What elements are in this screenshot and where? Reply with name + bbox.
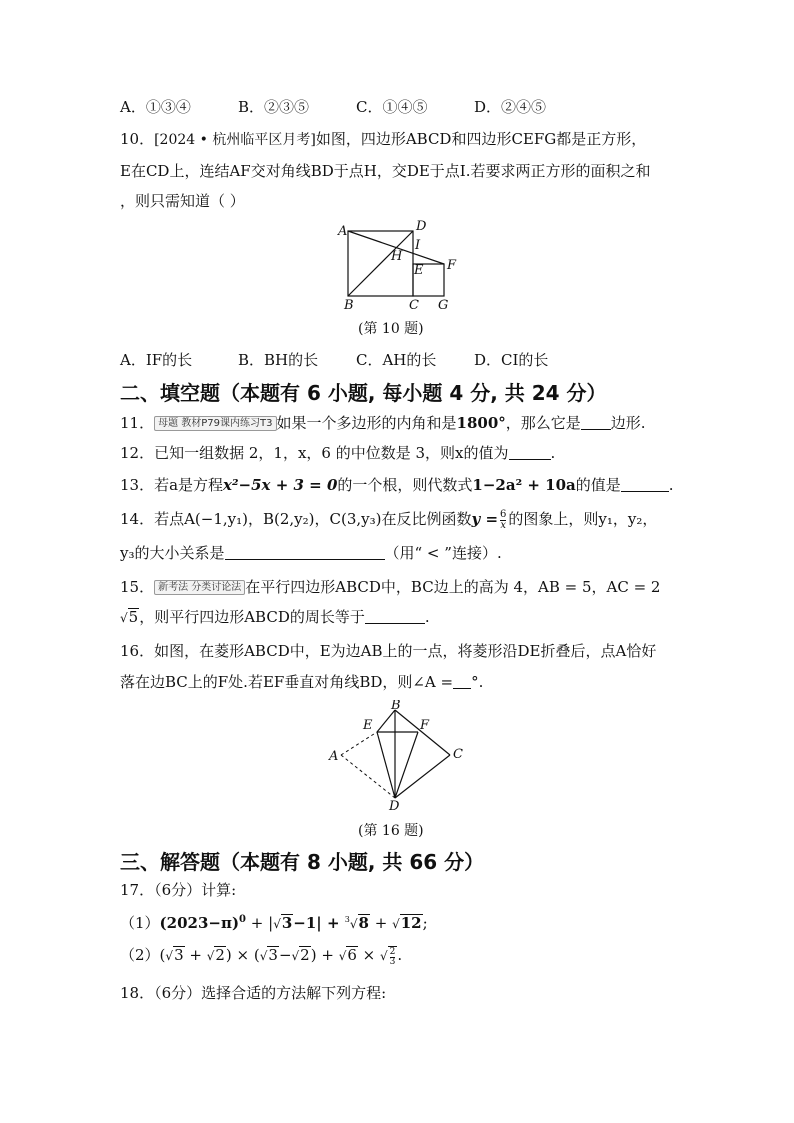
dashed-ae <box>341 732 377 755</box>
q16-figure <box>325 700 475 812</box>
q17-part1 <box>120 909 428 935</box>
q9-option-a: A．①③④ <box>120 98 191 116</box>
q17-p1-sqrt12: 12 <box>400 914 422 932</box>
q13-text-b: 的一个根，则代数式 <box>337 476 473 494</box>
label-b: B <box>344 298 354 313</box>
q14-fraction <box>500 510 506 531</box>
q17-part2 <box>120 944 402 967</box>
diagonal-bd <box>348 231 413 296</box>
q17-p2-sqrt6: 6 <box>347 946 357 964</box>
q17-p2-label: （2） <box>120 946 160 964</box>
section-3-title: 三、解答题（本题有 8 小题, 共 66 分） <box>120 850 485 874</box>
q10-caption: (第 10 题) <box>358 321 424 337</box>
section-2-title: 二、填空题（本题有 6 小题, 每小题 4 分, 共 24 分） <box>120 381 607 405</box>
q17-p1-exponent: 0 <box>239 914 247 925</box>
q10-line3: ，则只需知道（ ） <box>120 192 245 210</box>
q15-radical-sign: √ <box>120 611 128 625</box>
q14-text-d: （用“ < ”连接）. <box>384 544 502 562</box>
segment-df <box>395 732 418 798</box>
fold-de <box>377 732 395 798</box>
q17-p2-frac-den: 3 <box>389 956 396 967</box>
q12-end: . <box>550 444 556 462</box>
q11-blank[interactable] <box>581 415 611 430</box>
label-g: G <box>438 298 449 313</box>
q17-p2-plus2: ) + <box>310 946 339 964</box>
q17-p2-end: . <box>397 946 403 964</box>
q15-text-a: 在平行四边形ABCD中，BC边上的高为 4，AB = 5，AC = 2 <box>245 578 661 596</box>
q10-source: [2024 • 杭州临平区月考] <box>154 132 316 148</box>
label-i: I <box>415 238 421 253</box>
label-d: D <box>416 219 427 234</box>
q13-text-c: 的值是 <box>575 476 621 494</box>
q17-p2-plus: + <box>184 946 207 964</box>
q16-line1: 16．如图，在菱形ABCD中，E为边AB上的一点，将菱形沿DE折叠后，点A恰好 <box>120 642 657 660</box>
q14-func-den: x <box>500 519 507 531</box>
radical-sign: √ <box>165 949 174 963</box>
q15-end: . <box>424 608 430 626</box>
q16-text: 落在边BC上的F处.若EF垂直对角线BD，则∠A = <box>120 673 454 691</box>
q14-text-b: 的图象上，则y₁，y₂， <box>508 510 658 528</box>
q10-number: 10． <box>120 130 155 148</box>
q18: 18．（6分）选择合适的方法解下列方程: <box>120 984 387 1002</box>
q17-p1-sqrt3: 3 <box>281 914 293 932</box>
radical-sign: √ <box>392 917 400 931</box>
q9-option-c: C．①④⑤ <box>356 98 428 116</box>
q17-p1-cube-index: 3 <box>344 915 350 924</box>
radical-sign: √ <box>273 917 281 931</box>
q15-blank[interactable] <box>365 609 425 624</box>
q15-line1 <box>120 576 660 598</box>
q15-number: 15． <box>120 578 155 596</box>
q17-p1-label: （1） <box>120 914 160 932</box>
q16-caption: (第 16 题) <box>358 823 424 839</box>
q11 <box>120 412 646 434</box>
label-f: F <box>447 258 457 273</box>
label-b: B <box>391 700 401 713</box>
q10-option-d: D．CI的长 <box>474 351 549 369</box>
q11-tag: 母题 教材P79课内练习T3 <box>154 416 276 431</box>
q11-number: 11． <box>120 414 155 432</box>
label-a: A <box>329 749 339 764</box>
q17-p2-sqrt2: 2 <box>215 946 225 964</box>
q14-line1 <box>120 508 657 531</box>
q11-text-c: 边形. <box>610 414 646 432</box>
label-c: C <box>409 298 419 313</box>
q15-tag: 新考法 分类讨论法 <box>154 580 245 595</box>
q13-expression: 1−2a² + 10a <box>472 476 576 494</box>
q17-p2-times2: × <box>357 946 380 964</box>
q17-p1-cube-root: 8 <box>358 914 369 932</box>
q10-option-a: A．IF的长 <box>120 351 193 369</box>
q15-radicand: 5 <box>128 608 139 626</box>
q15-line2 <box>120 606 430 629</box>
q12-text: 12．已知一组数据 2，1，x，6 的中位数是 3，则x的值为 <box>120 444 509 462</box>
q17-p1-abs-close: −1| + <box>293 914 345 932</box>
q10-options <box>120 349 548 371</box>
q9-option-d: D．②④⑤ <box>474 98 547 116</box>
q17-header: 17．（6分）计算: <box>120 881 237 899</box>
q14-blank[interactable] <box>225 545 385 560</box>
label-d: D <box>389 799 400 812</box>
q17-p2-minus: − <box>278 946 292 964</box>
label-c: C <box>453 747 463 762</box>
segment-eb <box>377 710 395 732</box>
q17-p2-times: ) × ( <box>225 946 260 964</box>
q9-option-b: B．②③⑤ <box>238 98 310 116</box>
q11-text-a: 如果一个多边形的内角和是 <box>276 414 457 432</box>
q12 <box>120 442 555 464</box>
q14-line2 <box>120 542 502 564</box>
q16-blank[interactable] <box>453 674 471 689</box>
q10-option-c: C．AH的长 <box>356 351 437 369</box>
q10-option-b: B．BH的长 <box>238 351 319 369</box>
q17-p1-abs-open: + | <box>246 914 274 932</box>
radical-sign: √ <box>291 949 300 963</box>
q13-equation: x²−5x + 3 = 0 <box>223 476 338 494</box>
q9-options <box>120 96 546 118</box>
q17-p2-sqrt3b: 3 <box>268 946 278 964</box>
q17-p2-sqrt2b: 2 <box>300 946 310 964</box>
q16-end: °. <box>471 673 484 691</box>
dashed-ad <box>341 755 395 798</box>
q17-p2-fraction <box>388 946 398 967</box>
q17-p2-sqrt3: 3 <box>174 946 184 964</box>
q14-func-num: 6 <box>500 508 507 520</box>
q16-line2 <box>120 671 483 693</box>
radical-sign: √ <box>349 917 358 931</box>
label-e: E <box>363 718 373 733</box>
q15-text-b: ，则平行四边形ABCD的周长等于 <box>139 608 365 626</box>
radical-sign: √ <box>380 949 388 963</box>
q17-p1-base: (2023−π) <box>159 914 240 932</box>
q13 <box>120 474 674 496</box>
q10-stem-1: 如图，四边形ABCD和四边形CEFG都是正方形， <box>315 130 647 148</box>
q14-text-c: y₃的大小关系是 <box>120 544 225 562</box>
q13-blank[interactable] <box>621 477 669 492</box>
q11-value: 1800° <box>456 414 506 432</box>
radical-sign: √ <box>259 949 268 963</box>
label-a: A <box>338 224 348 239</box>
radical-sign: √ <box>206 949 215 963</box>
q10-figure <box>330 218 465 313</box>
q17-p2-open: ( <box>159 946 166 964</box>
q14-text-a: 14．若点A(−1,y₁)，B(2,y₂)，C(3,y₃)在反比例函数 <box>120 510 472 528</box>
q17-p2-frac-num: 2 <box>389 946 396 957</box>
label-e: E <box>414 263 424 278</box>
q13-text-a: 13．若a是方程 <box>120 476 224 494</box>
label-h: H <box>391 249 403 264</box>
q11-text-b: ，那么它是 <box>505 414 581 432</box>
q17-p1-plus: + <box>369 914 393 932</box>
q13-end: . <box>668 476 674 494</box>
radical-sign: √ <box>338 949 347 963</box>
q10-line1 <box>120 128 646 151</box>
q10-line2: E在CD上，连结AF交对角线BD于点H，交DE于点I.若要求两正方形的面积之和 <box>120 162 651 180</box>
q14-func-lhs: y = <box>471 510 499 528</box>
label-f: F <box>420 718 430 733</box>
q12-blank[interactable] <box>509 445 551 460</box>
side-cd <box>395 755 450 798</box>
q17-p1-end: ; <box>422 914 428 932</box>
